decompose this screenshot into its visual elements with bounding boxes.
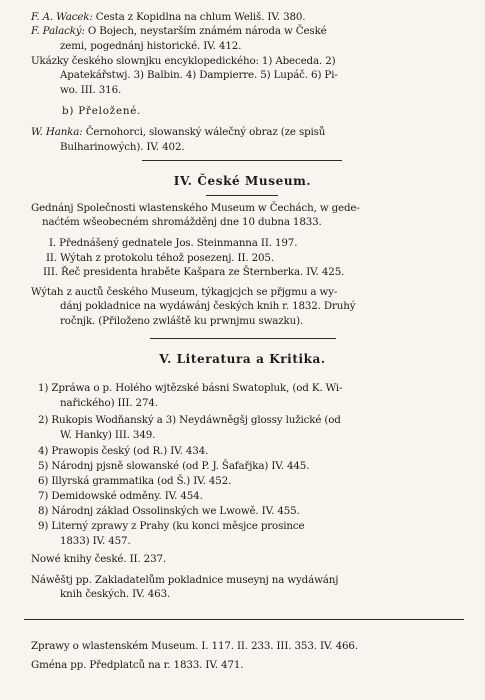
footer-line: Gména pp. Předplatců na r. 1833. IV. 471.	[31, 659, 244, 671]
list-item-cont: 1833) IV. 457.	[60, 535, 131, 547]
section-heading: V. Literatura a Kritika.	[159, 352, 326, 366]
footer-line: Zprawy o wlastenském Museum. I. 117. II. 233. III. 353. IV. 466.	[31, 640, 358, 652]
list-item: II. Wýtah z protokolu téhož posezenj. II. 205.	[46, 252, 274, 264]
entry-ukazky: Ukázky českého slownjku encyklopedického: 1) Abeceda. 2)	[31, 55, 336, 67]
list-item: 6) Illyrská grammatika (od Š.) IV. 452.	[38, 475, 232, 487]
entry-palacky-cont: zemi, pogednánj historické. IV. 412.	[60, 40, 242, 52]
entry-text: Černohorci, slowanský wálečný obraz (ze spisů	[82, 126, 326, 138]
divider	[24, 619, 464, 620]
paragraph-line: Wýtah z auctů českého Museum, týkagjcjch se přjgmu a wy-	[31, 286, 338, 298]
list-item-cont: nařického) III. 274.	[60, 397, 158, 409]
paragraph-line: Gednánj Společnosti wlastenského Museum w Čechách, w gede-	[31, 202, 360, 214]
list-item: III. Řeč presidenta hraběte Kašpara ze Šternberka. IV. 425.	[43, 266, 345, 278]
list-item: I. Přednášený gednatele Jos. Steinmanna II. 197.	[49, 237, 298, 249]
list-item-cont: W. Hanky) III. 349.	[60, 429, 156, 441]
section-heading: IV. České Museum.	[173, 174, 312, 188]
subsection-heading: b) Přeložené.	[62, 105, 142, 117]
entry-text: Cesta z Kopidlna na chlum Weliš. IV. 380.	[92, 11, 306, 23]
paragraph-line: naćtém wšeobecném shromážděnj dne 10 dubna 1833.	[42, 216, 322, 228]
divider	[150, 338, 336, 339]
author-name: F. Palacký:	[31, 25, 85, 37]
list-item: 9) Literný zprawy z Prahy (ku konci měsjce prosince	[38, 520, 305, 532]
entry-palacky	[31, 25, 327, 37]
list-item: 8) Národnj základ Ossolinských we Lwowě. IV. 455.	[38, 505, 300, 517]
entry-hanka	[31, 126, 325, 138]
paragraph-line: Náwěštj pp. Zakladatelům pokladnice museynj na wydáwánj	[31, 574, 339, 586]
list-item: 5) Národnj pjsně slowanské (od P. J. Šafařjka) IV. 445.	[38, 460, 310, 472]
paragraph-line: dánj pokladnice na wydáwánj českých knih r. 1832. Druhý	[60, 300, 356, 312]
divider	[206, 195, 278, 196]
entry-wacek	[31, 11, 305, 23]
entry-hanka-cont: Bulharinowých). IV. 402.	[60, 141, 185, 153]
entry-text: O Bojech, neystarším známém národa w České	[84, 25, 327, 37]
list-item: 4) Prawopis český (od R.) IV. 434.	[38, 445, 209, 457]
list-item: 7) Demidowské odměny. IV. 454.	[38, 490, 203, 502]
divider	[142, 160, 342, 161]
entry-ukazky-cont2: wo. III. 316.	[60, 84, 122, 96]
list-item: 2) Rukopis Wodňanský a 3) Neydáwněgšj glossy lužické (od	[38, 414, 341, 426]
entry-ukazky-cont: Apatekářstwj. 3) Balbin. 4) Dampierre. 5) Lupáč. 6) Pi-	[60, 69, 338, 81]
paragraph-line: ročnjk. (Přiloženo zwláště ku prwnjmu swazku).	[60, 315, 304, 327]
list-item: 1) Zpráwa o p. Holého wjtězské básni Swatopluk, (od K. Wi-	[38, 382, 343, 394]
paragraph-line: Nowé knihy české. II. 237.	[31, 553, 167, 565]
author-name: W. Hanka:	[31, 126, 83, 138]
paragraph-line: knih českých. IV. 463.	[60, 588, 171, 600]
author-name: F. A. Wacek:	[31, 11, 93, 23]
